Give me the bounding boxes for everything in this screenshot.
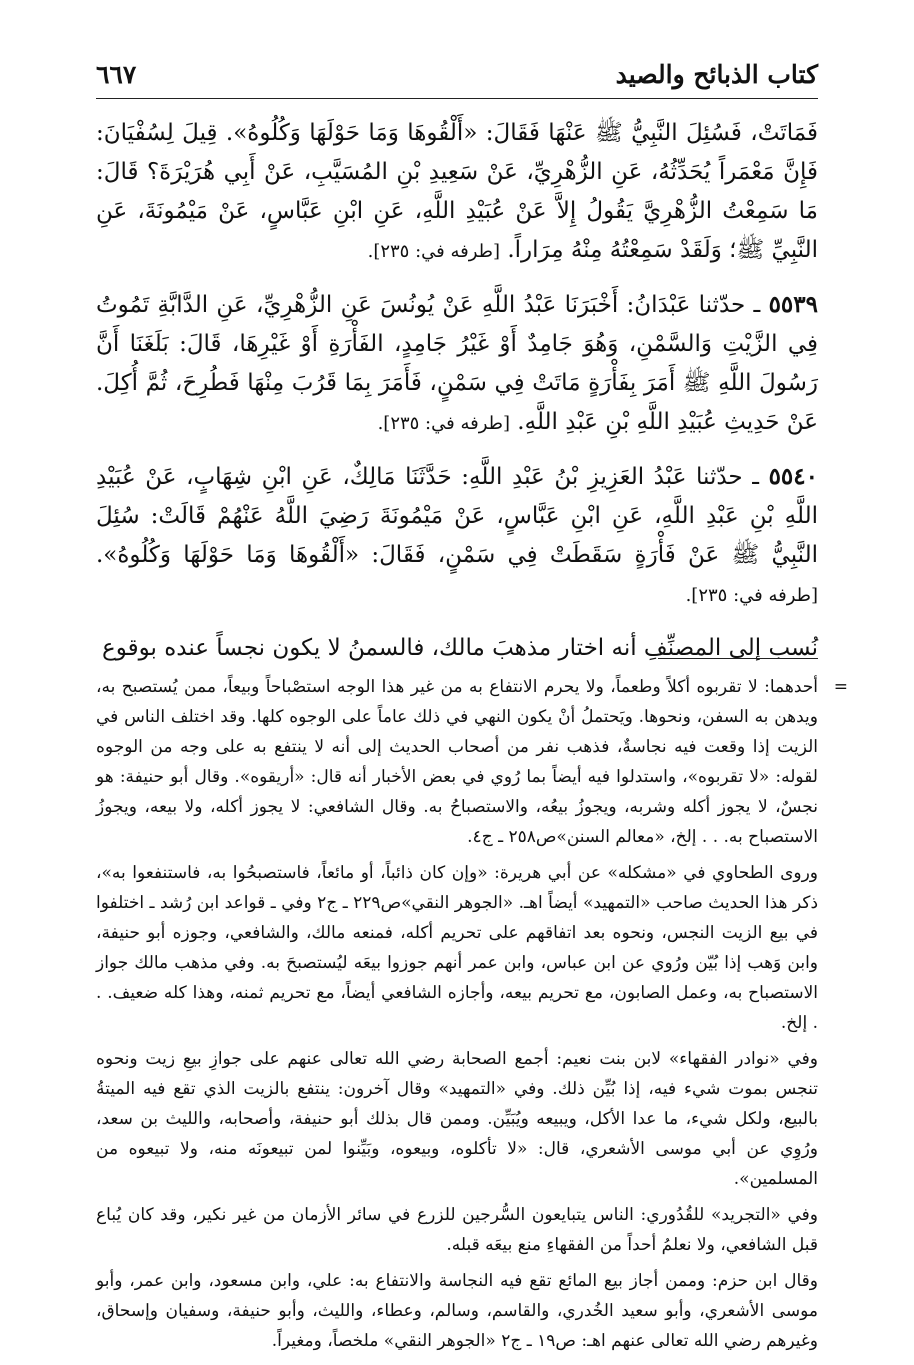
book-title: كتاب الذبائح والصيد xyxy=(615,60,818,89)
footnote-paragraph: وفي «نوادر الفقهاء» لابن بنت نعيم: أجمع الصحابة رضي الله تعالى عنهم على جوازِ بيعِ زيت ونحوه تنجس بموت شيء فيه، إذا بُيِّن ذلك. وفي «التمهيد» وقال آخرون: ينتفع بالزيت الذي تقع فيه الميتةُ بالبيع، ولكل شيء، ما عدا الأكل، ويبيعه ويُبَيِّن. وممن قال بذلك أبو حنيفة، وأصحابه، والليث بن سعد، ورُوِي عن أبي موسى الأشعري، قال: «لا تأكلوه، وبيعوه، وبَيِّنوا لمن تبيعونَه منه، ولا تبيعوه من المسلمين». xyxy=(96,1049,818,1189)
footnote-divider xyxy=(658,658,818,659)
page-number: ٦٦٧ xyxy=(96,60,137,89)
hadith-number: ٥٥٤٠ xyxy=(768,463,818,490)
hadith-text: ـ حدّثنا عَبْدَانُ: أَخْبَرَنَا عَبْدُ اللَّهِ عَنْ يُونُسَ عَنِ الزُّهْرِيِّ، عَنِ الدَّابَّةِ تَمُوتُ فِي الزَّيْتِ وَالسَّمْنِ، وَهُوَ جَامِدٌ أَوْ غَيْرُ جَامِدٍ، الفَأْرَةِ أَوْ غَيْرِهَا، قَالَ: بَلَغَنَا أَنَّ رَسُولَ اللَّهِ ﷺ أَمَرَ بِفَأْرَةٍ مَاتَتْ فِي سَمْنٍ، فَأَمَرَ بِمَا قَرُبَ مِنْهَا فَطُرِحَ، ثُمَّ أُكِلَ. عَنْ حَدِيثِ عُبَيْدِ اللَّهِ بْنِ عَبْدِ اللَّهِ. xyxy=(96,292,818,435)
footnote-paragraph: وروى الطحاوي في «مشكله» عن أبي هريرة: «وإن كان ذائباً، أو مائعاً، فاستصبحُوا به، فاستنفعوا به»، ذكر هذا الحديث صاحب «التمهيد» أيضاً اهـ. «الجوهر النقي»ص٢٢٩ ـ ج٢ وفي ـ قواعد ابن رُشد ـ اختلفوا في بيع الزيت النجس، ونحوه بعد اتفاقهم على تحريم أكله، فمنعه مالك، والشافعي، وجوزه أبو حنيفة، وابن وَهب إذا بُيّن ورُوي عن ابن عباس، وابن عمر أنهم جوزوا بيعَه ليُستصبحَ به. وفي مذهب مالك جواز الاستصباح به، وعمل الصابون، مع تحريم بيعه، وأجازه الشافعي أيضاً، مع تحريم ثمنه، وهذا كله ضعيف. . . إلخ. xyxy=(96,863,819,1033)
page-header xyxy=(96,58,818,99)
hadith-5540 xyxy=(96,457,818,615)
hadith-reference: [طرفه في: ٢٣٥]. xyxy=(377,413,510,434)
footnote-paragraph: وفي «التجريد» للقُدُوري: الناس يتبايعون السُّرجين للزرع في سائر الأزمان من غير نكير، وقد كان يُباع قبل الشافعي، ولا نعلمُ أحداً من الفقهاءِ منع بيعَه قبله. xyxy=(96,1205,818,1255)
main-text xyxy=(96,114,818,668)
footnote-continuation-mark: = xyxy=(833,677,848,697)
footnotes xyxy=(96,672,848,1362)
footnote-paragraph: وقال ابن حزم: وممن أجاز بيع المائع تقع فيه النجاسة والانتفاع به: علي، وابن مسعود، وابن عمر، وأبو موسى الأشعري، وأبو سعيد الخُدري، والقاسم، وسالم، وعطاء، والليث، وأبو حنيفة، وسفيان وإسحاق، وغيرهم رضي الله تعالى عنهم اهـ: ص١٩ ـ ج٢ «الجوهر النقي» ملخصاً، ومغيراً. xyxy=(96,1271,818,1351)
opening-paragraph xyxy=(96,114,818,271)
commentary-continuation: نُسب إلى المصنِّفِ أنه اختار مذهبَ مالك، فالسمنُ لا يكون نجساً عنده بوقوع xyxy=(102,635,818,661)
hadith-number: ٥٥٣٩ xyxy=(768,291,818,318)
opening-reference: [طرفه في: ٢٣٥]. xyxy=(367,241,501,262)
opening-text: فَمَاتَتْ، فَسُئِلَ النَّبِيُّ ﷺ عَنْهَا فَقَالَ: «أَلْقُوهَا وَمَا حَوْلَهَا وَكُلُوهُ». قِيلَ لِسُفْيَانَ: فَإِنَّ مَعْمَراً يُحَدِّثُهُ، عَنِ الزُّهْرِيِّ، عَنْ سَعِيدِ بْنِ المُسَيَّبِ، عَنْ أَبِي هُرَيْرَةَ؟ قَالَ: مَا سَمِعْتُ الزُّهْرِيَّ يَقُولُ إِلاَّ عَنْ عُبَيْدِ اللَّهِ، عَنِ ابْنِ عَبَّاسٍ، عَنْ مَيْمُونَةَ، عَنِ النَّبِيِّ ﷺ؛ وَلَقَدْ سَمِعْتُهُ مِنْهُ مِرَاراً. xyxy=(96,120,818,263)
footnote-paragraph: أحدهما: لا تقربوه أكلاً وطعماً، ولا يحرم الانتفاع به من غير هذا الوجه استصْباحاً وبيعاً، ممن يُستصبح به، ويدهن به السفن، ونحوها. ويَحتملُ أنْ يكون النهي في ذلك عاماً على الوجوه كلها. وقد اختلف الناس في الزيت إذا وقعت فيه نجاسةٌ، فذهب نفر من أصحاب الحديث إلى أنه لا ينتفع به على وجه من الوجوه لقوله: «لا تقربوه»، واستدلوا فيه أيضاً بما رُوي في بعض الأخبار أنه قال: «أريقوه». وقال أبو حنيفة: هو نجسٌ، لا يجوز أكله وشربه، ويجوزُ بيعُه، والاستصباحُ به. وقال الشافعي: لا يجوز أكله، ولا بيعه، ويجوزُ الاستصباح به. . . إلخ، «معالم السنن»ص٢٥٨ ـ ج٤. xyxy=(96,677,818,847)
hadith-text: ـ حدّثنا عَبْدُ العَزِيزِ بْنُ عَبْدِ اللَّهِ: حَدَّثَنَا مَالِكٌ، عَنِ ابْنِ شِهَابٍ، عَنْ عُبَيْدِ اللَّهِ بْنِ عَبْدِ اللَّهِ، عَنِ ابْنِ عَبَّاسٍ، عَنْ مَيْمُونَةَ رَضِيَ اللَّهُ عَنْهُمْ قَالَتْ: سُئِلَ النَّبِيُّ ﷺ عَنْ فَأْرَةٍ سَقَطَتْ فِي سَمْنٍ، فَقَالَ: «أَلْقُوهَا وَمَا حَوْلَهَا وَكُلُوهُ». xyxy=(96,464,818,568)
hadith-reference: [طرفه في: ٢٣٥]. xyxy=(685,585,818,606)
hadith-5539 xyxy=(96,285,818,443)
